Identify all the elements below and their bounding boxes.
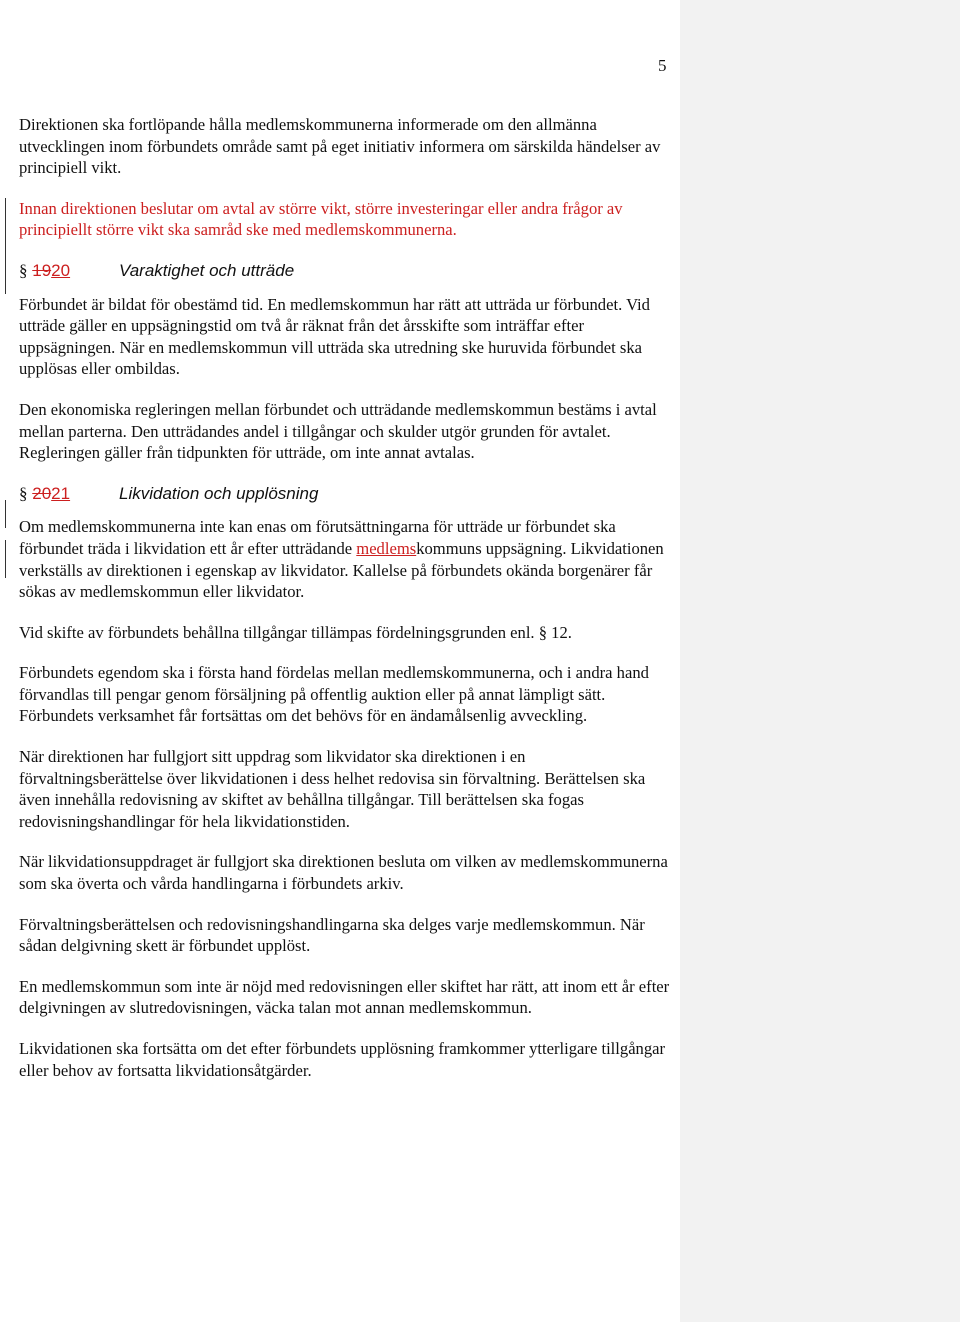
- section-heading-21: [19, 483, 673, 505]
- inserted-number: 20: [51, 260, 71, 280]
- change-bar: [5, 198, 6, 294]
- paragraph: Förbundet är bildat för obestämd tid. En medlemskommun har rätt att utträda ur förbundet. Vid utträde gäller en uppsägningstid om två år räknat från det årsskifte som inträffar efter uppsägningen. När en medlemskommun vill utträda ska utredning ske huruvida förbundet ska upplösas eller ombildas.: [19, 294, 650, 379]
- inserted-number: 21: [51, 483, 71, 503]
- paragraph: En medlemskommun som inte är nöjd med redovisningen eller skiftet har rätt, att inom ett år efter delgivningen av slutredovisningen, väcka talan mot annan medlemskommun.: [19, 976, 670, 1018]
- section-sign: §: [19, 483, 28, 503]
- inserted-paragraph: Innan direktionen beslutar om avtal av större vikt, större investeringar eller andra frågor av principiellt större vikt ska samråd ske med medlemskommunerna.: [19, 198, 623, 240]
- section-number: [19, 260, 119, 282]
- deleted-number: 19: [32, 260, 52, 280]
- paragraph: Förbundets egendom ska i första hand fördelas mellan medlemskommunerna, och i andra hand förvandlas till pengar genom försäljning på offentlig auktion eller på annat lämpligt sätt. Förbundets verksamhet får fortsättas om det behövs för en ändamålsenlig avveckling.: [19, 663, 649, 726]
- paragraph: När likvidationsuppdraget är fullgjort ska direktionen besluta om vilken av medlemskommunerna som ska överta och vårda handlingarna i förbundets arkiv.: [19, 852, 668, 894]
- paragraph: Vid skifte av förbundets behållna tillgångar tillämpas fördelningsgrunden enl. § 12.: [19, 622, 572, 642]
- change-bar: [5, 500, 6, 528]
- paragraph: Direktionen ska fortlöpande hålla medlemskommunerna informerade om den allmänna utvecklingen inom förbundets område samt på eget initiativ informera om särskilda händelser av principiell vikt.: [19, 115, 661, 178]
- paragraph: Likvidationen ska fortsätta om det efter förbundets upplösning framkommer ytterligare tillgångar eller behov av fortsatta likvidationsåtgärder.: [19, 1039, 666, 1080]
- paragraph: Den ekonomiska regleringen mellan förbundet och utträdande medlemskommun bestäms i avtal mellan parterna. Den utträdandes andel i tillgångar och skulder utgör grunden för avtalet. Regleringen gäller från tidpunkten för utträde, om inte annat avtalas.: [19, 399, 657, 463]
- section-sign: §: [19, 260, 28, 280]
- document-body: [19, 114, 673, 1081]
- paragraph: När direktionen har fullgjort sitt uppdrag som likvidator ska direktionen i en förvaltningsberättelse över likvidationen i dess helhet redovisa sin förvaltning. Berättelsen ska även innehålla redovisning av skiftet av behållna tillgångar. Till berättelsen ska fogas redovisningshandlingar för hela likvidationstiden.: [19, 747, 646, 831]
- page-number: 5: [658, 56, 667, 75]
- paragraph: [19, 516, 673, 602]
- text-run: Om medlemskommunerna inte kan enas om förutsättningarna för utträde ur förbundet ska förbundet träda i likvidation ett år efter utträdande: [19, 517, 616, 558]
- comment-margin-panel: [680, 0, 960, 1322]
- section-title: Varaktighet och utträde: [119, 260, 295, 280]
- section-heading-20: [19, 260, 673, 282]
- text-run: kommuns uppsägning. Likvidationen verkställs av direktionen i egenskap av likvidator. Kallelse på förbundets okända borgenärer får sökas av medlemskommun eller likvidator.: [19, 538, 664, 602]
- section-title: Likvidation och upplösning: [119, 483, 319, 503]
- deleted-number: 20: [32, 483, 52, 503]
- inserted-text: medlems: [356, 538, 417, 558]
- paragraph: Förvaltningsberättelsen och redovisningshandlingarna ska delges varje medlemskommun. När sådan delgivning skett är förbundet upplöst.: [19, 914, 645, 956]
- change-bar: [5, 540, 6, 578]
- section-number: [19, 483, 119, 505]
